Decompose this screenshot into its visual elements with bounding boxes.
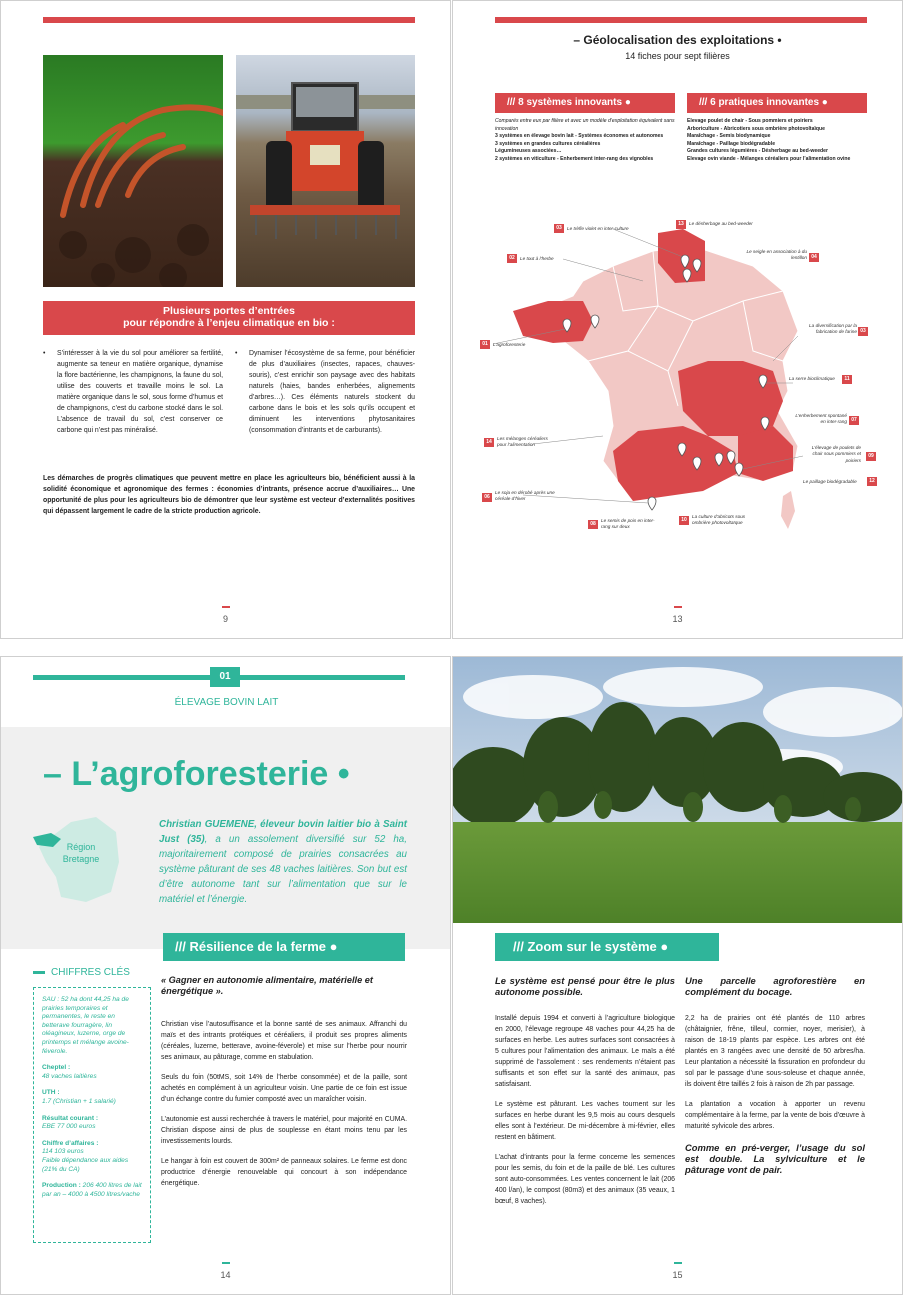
systems-list — [495, 118, 675, 164]
page-number-text: 13 — [672, 614, 683, 624]
pitchfork-soil-photo — [43, 55, 223, 287]
page-title: – L’agroforesterie • — [43, 755, 350, 793]
closing-statement: Comme en pré-verger, l’usage du sol est double. La sylviculture et le pâturage vont de pair. — [685, 1142, 865, 1175]
page-number-tick — [674, 606, 682, 608]
map-label: Le seigle en association à du lentillon — [746, 249, 807, 261]
systems-intro: Comparés entre eux par filière et avec un modèle d’exploitation équivalent sans innovation — [495, 118, 675, 132]
page-number — [1, 1262, 450, 1280]
column-heading: Le système est pensé pour être le plus autonome possible. — [495, 975, 675, 997]
paragraph: L’autonomie est aussi recherchée à travers le matériel, pour majorité en CUMA. Christian dispose ainsi de plus de souplesse en étant moins tenu par les investissements lourds. — [161, 1116, 407, 1145]
map-num: 13 — [676, 220, 686, 229]
region-corse — [781, 491, 795, 529]
paragraph: Le système est pâturant. Les vaches tournent sur les surfaces en herbe durant les 9,5 mois au cours desquels elles sont à l’extérieur. De mi-décembre à mi-février, elles restent en bâtiment. — [495, 1101, 675, 1141]
practices-list — [687, 118, 867, 164]
page-9 — [0, 0, 451, 639]
map-label: L’élevage de poulets de chair sous pommiers et poiriers — [811, 445, 861, 463]
map-num: 04 — [809, 253, 819, 262]
practices-item: Elevage poulet de chair - Sous pommiers et poiriers — [687, 118, 813, 124]
map-num: 06 — [482, 493, 492, 502]
tractor-photo — [236, 55, 415, 287]
fiche-number: 01 — [210, 667, 240, 687]
map-label: Le semis de pois en inter-rang sur deux — [601, 518, 655, 530]
page-number-text: 14 — [220, 1270, 231, 1280]
page-15 — [452, 656, 903, 1295]
key-figures-label: CHIFFRES CLÉS — [51, 967, 130, 978]
systems-item: 3 systèmes en grandes cultures céréalières — [495, 140, 601, 147]
page-number — [453, 606, 902, 624]
entry-points-banner — [43, 301, 415, 335]
page-number-tick — [674, 1262, 682, 1264]
map-num: 02 — [507, 254, 517, 263]
map-label: L’agroforesterie — [493, 342, 526, 347]
map-num: 03 — [554, 224, 564, 233]
map-label: La serre bioclimatique — [789, 376, 835, 381]
map-num: 11 — [842, 375, 852, 384]
agroforestry-landscape-photo — [453, 657, 903, 923]
resilience-header: /// Résilience de la ferme ● — [163, 933, 405, 961]
practices-header: /// 6 pratiques innovantes ● — [687, 93, 867, 113]
fig-sau: SAU : 52 ha dont 44,25 ha de prairies temporaires et permanentes, le reste en betterave fourragère, lin oléagineux, luzerne, orge de printemps et mélange avoine-féverole. — [42, 996, 129, 1055]
climate-paragraph: Les démarches de progrès climatiques que peuvent mettre en place les agriculteurs bio, bénéficient aussi à la solidité économique et agronomique des fermes : économies d’intrants, présence accrue d’auxiliaires… Une opportunité de plus pour les agriculteurs bio de démontrer que leur système est vecteur d’externalités positives qui dépassent largement le cadre de la stricte production agricole. — [43, 475, 415, 515]
region-map — [31, 807, 126, 907]
systems-item: Légumineuses associées… — [495, 148, 562, 155]
resilience-text — [161, 1019, 407, 1198]
intro-text: , a un assolement diversifié sur 52 ha, majoritairement composé de prairies consacrées au système pâturant de ses 48 vaches laitières. Son but est d’être autonome tant sur l’alimentation que sur le matériel et l’énergie. — [159, 834, 407, 905]
practices-item: Maraîchage - Semis biodynamique — [687, 133, 771, 140]
map-label: La diversification par la fabrication de farine — [809, 323, 857, 335]
systems-header: /// 8 systèmes innovants ● — [495, 93, 675, 113]
region-label: Région Bretagne — [62, 842, 100, 864]
map-num: 08 — [588, 520, 598, 529]
practices-item: Elevage ovin viande - Mélanges céréaliers pour l’alimentation ovine — [687, 155, 851, 162]
title-dash — [33, 971, 45, 974]
map-num: 03 — [858, 327, 868, 336]
column-heading: Une parcelle agroforestière en complément du bocage. — [685, 975, 865, 997]
fig-value: 206 400 litres de lait par an – 4000 à 4500 litres/vache — [42, 1182, 142, 1198]
quote: « Gagner en autonomie alimentaire, matérielle et énergétique ». — [161, 975, 373, 996]
page-number-tick — [222, 606, 230, 608]
page-13 — [452, 0, 903, 639]
fig-value: EBE 77 000 euros — [42, 1123, 96, 1131]
systems-item: 3 systèmes en élevage bovin lait - Systèmes économes et autonomes — [495, 133, 664, 140]
page-subtitle: 14 fiches pour sept filières — [625, 51, 730, 61]
fig-value: 1.7 (Christian + 1 salarié) — [42, 1097, 116, 1105]
bullet-soil-life: • S’intéresser à la vie du sol pour améliorer sa fertilité, augmente sa teneur en matière organique, dynamise la flore bactérienne, les champignons, la faune du sol, utilise des couverts et travaille moins le sol. La matière organique dans le sol, sous forme d’humus et de champignons, c’est du carbone stocké dans le sol. L’absence de travail du sol, c’est conserver ce carbone qui n’est pas minéralisé. — [43, 348, 223, 436]
paragraph: Installé depuis 1994 et converti à l’agriculture biologique en 2000, l’élevage regroupe 48 vaches pour 44,25 ha de surfaces en herbe. Les autres surfaces sont consacrées à 5 cultures pour l’alimentation des animaux. Le maïs a été supprimé de l’assolement : ses rendements n’étaient pas suffisants et son effet sur la santé des animaux, pas satisfaisant. — [495, 1015, 675, 1088]
bullet-column-right — [235, 348, 415, 436]
page-number-text: 9 — [222, 614, 228, 624]
intro-name: Christian GUEMENE, éleveur bovin laitier bio à Saint Just (35) — [159, 819, 407, 845]
zoom-header: /// Zoom sur le système ● — [495, 933, 719, 961]
map-pin — [648, 497, 656, 510]
key-figures-title — [33, 967, 130, 978]
paragraph: L’achat d’intrants pour la ferme concerne les semences pour les semis, du foin et de la paille de blé. Les cultures sont auto-consommées. Les ventes concernent le lait (206 400 l/an), le compost (80m3) et des animaux (35 veaux, 1 bœuf, 8 vaches). — [495, 1154, 675, 1205]
map-num: 10 — [679, 516, 689, 525]
page-title: – Géolocalisation des exploitations • — [573, 33, 782, 47]
top-band — [43, 17, 415, 23]
top-band — [495, 17, 867, 23]
systems-item: 2 systèmes en viticulture - Enherbement inter-rang des vignobles — [495, 155, 654, 162]
practices-item: Arboriculture - Abricotiers sous ombrière photovoltaïque — [687, 125, 825, 132]
page-number — [453, 1262, 902, 1280]
map-num: 09 — [866, 452, 876, 461]
map-num: 01 — [480, 340, 490, 349]
practices-item: Maraîchage - Paillage biodégradable — [687, 140, 776, 147]
fig-label: UTH : — [42, 1089, 60, 1097]
intro-paragraph — [159, 817, 407, 907]
paragraph: Christian vise l’autosuffisance et la bonne santé de ses animaux. Affranchi du maïs et des intrants protéiques et céréaliers, il produit ses propres aliments (céréales, luzerne, betterave, avoine-féverole) et mise sur l’herbe pour nourrir ses animaux, au pâturage, comme en stabulation. — [161, 1021, 407, 1061]
map-label: Les mélanges céréaliers pour l’alimentation — [497, 436, 548, 448]
fig-value: 114 103 euros Faible dépendance aux aides (21% du CA) — [42, 1148, 129, 1173]
fig-label: Chiffre d’affaires : — [42, 1139, 99, 1147]
fig-label: Cheptel : — [42, 1064, 71, 1072]
practices-item: Grandes cultures légumières - Désherbage au bed-weeder — [687, 148, 828, 155]
system-column — [495, 975, 675, 1216]
page-number — [1, 606, 450, 624]
banner-text: Plusieurs portes d’entrées pour répondre à l’enjeu climatique en bio : — [123, 305, 335, 329]
map-label: Le soja en dérobé après une céréale d’hiver — [495, 490, 555, 502]
map-label: La culture d’abricots sous ombrière photovoltaïque — [692, 514, 746, 526]
map-label: L’enherbement spontané en inter-rang — [795, 413, 847, 425]
fig-value: 48 vaches laitières — [42, 1072, 97, 1080]
map-label: Le désherbage au bed-weeder — [689, 221, 753, 226]
paragraph: La plantation a vocation à apporter un revenu complémentaire à la ferme, par la vente de bois d’œuvre à maturité sylvicole des arbres. — [685, 1101, 865, 1130]
map-label: Le paillage biodégradable — [803, 479, 857, 484]
paragraph: Seuls du foin (50tMS, soit 14% de l’herbe consommée) et de la paille, sont achetés en complément à un agriculteur voisin. Une partie de ce foin est issue d’un échange contre du fumier composté avec un maraîcher voisin. — [161, 1074, 407, 1103]
page-14 — [0, 656, 451, 1295]
map-label: Le trèfle violet en inter-culture — [567, 226, 629, 231]
map-num: 07 — [849, 416, 859, 425]
map-num: 12 — [867, 477, 877, 486]
map-num: 14 — [484, 438, 494, 447]
page-number-tick — [222, 1262, 230, 1264]
fig-label: Production : — [42, 1182, 81, 1190]
page-number-text: 15 — [672, 1270, 683, 1280]
paragraph: 2,2 ha de prairies ont été plantés de 110 arbres (châtaignier, frêne, tilleul, cormier, noyer, merisier), à raison de 18-19 plants par espèce. Les arbres ont été plantés en 3 rangées avec une densité de 50 arbres/ha. Leur plantation a nécessité la fissuration en profondeur du sol par le passage d’une sous-soleuse et chaque année, ils doivent être taillés 2 fois à raison de 2h par passage. — [685, 1015, 865, 1088]
fig-label: Résultat courant : — [42, 1114, 99, 1122]
category-label: ÉLEVAGE BOVIN LAIT — [174, 697, 279, 708]
bullet-ecosystem: • Dynamiser l’écosystème de sa ferme, pour bénéficier de plus d’auxiliaires (insectes, rapaces, chauves-souris), c’est enrichir son paysage avec des habitats naturels (haies, bandes enherbées, alignements d’arbres…). Ces éléments naturels stockent du carbone dans le bois et les sols qu’ils occupent et diminuent les interventions phytosanitaires (consommation d’intrants et de carburants). — [235, 348, 415, 436]
paragraph: Le hangar à foin est couvert de 300m² de panneaux solaires. Le ferme est donc productrice d’énergie renouvelable qui concourt à son indépendance énergétique. — [161, 1158, 407, 1187]
key-figures-box — [33, 987, 151, 1243]
map-label: Le tout à l’herbe — [520, 256, 554, 261]
parcel-column — [685, 975, 865, 1184]
bullet-column-left — [43, 348, 223, 436]
